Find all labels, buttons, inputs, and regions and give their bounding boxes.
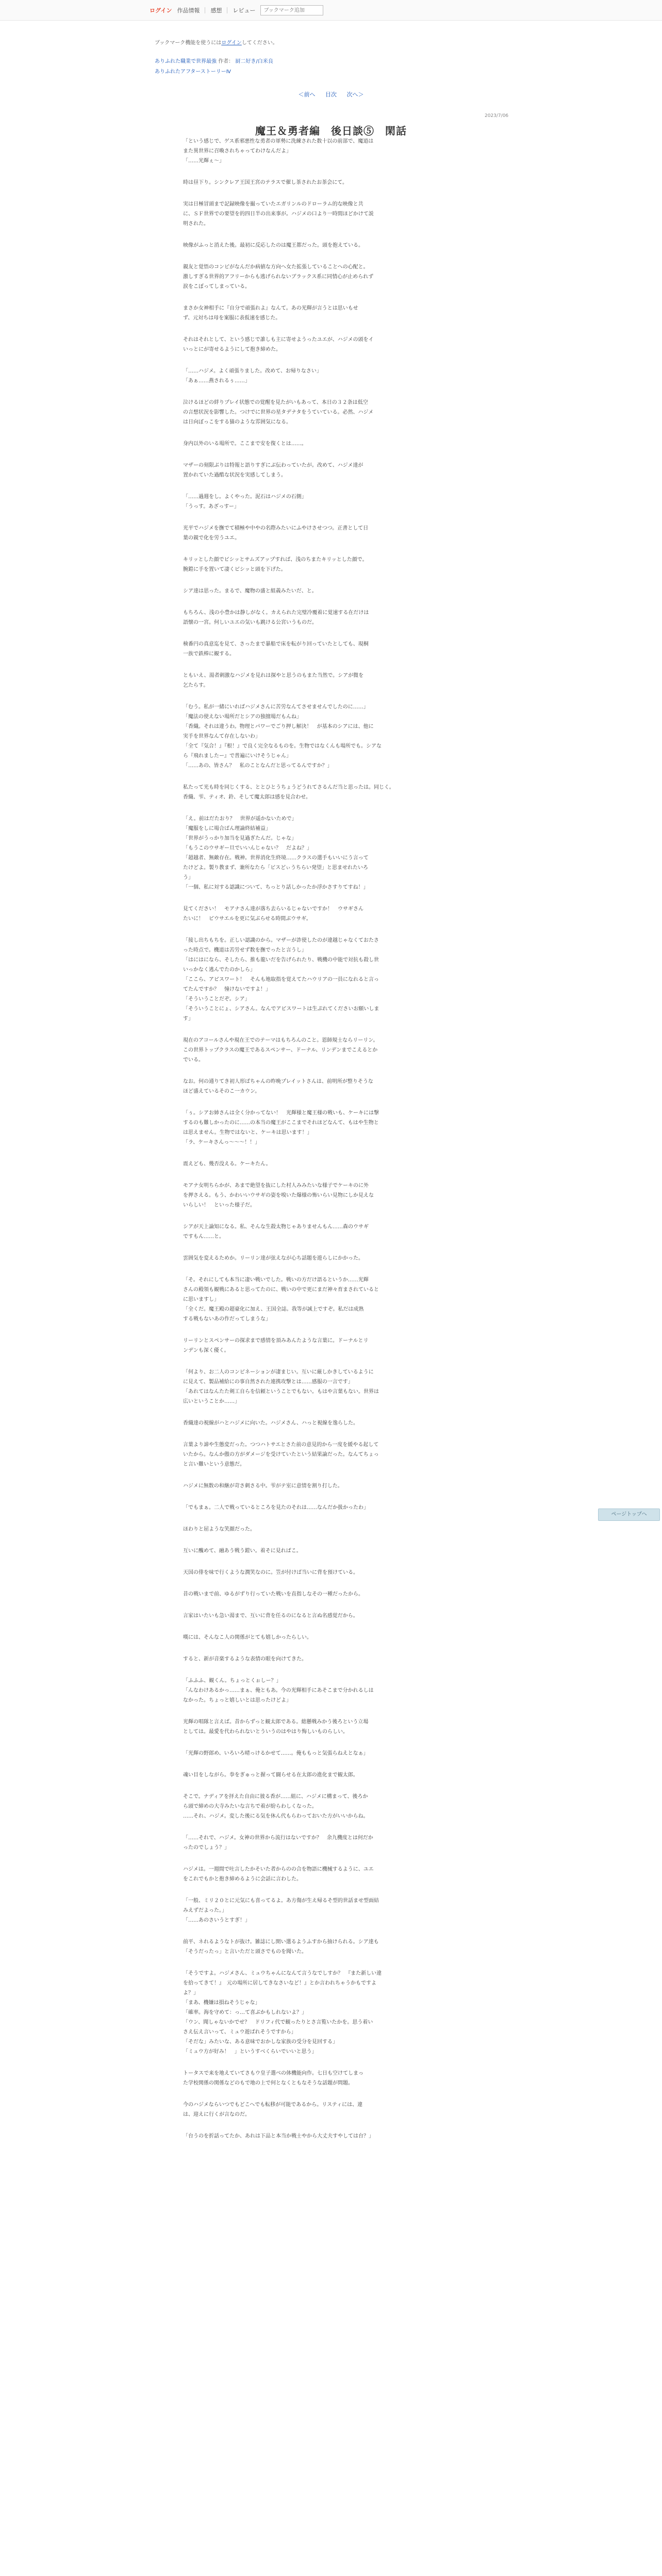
- header-nav: [150, 4, 323, 16]
- chapter-title-link[interactable]: ありふれたアフターストーリーⅣ: [155, 69, 231, 75]
- story-paragraph: 私たって光も時を同じくする、ととひとうちょうどうれてさるんだ当と思ったは。同じく。 香織、雫、ティオ、鈴、そして魔太郎は感を見合わせ。: [183, 785, 394, 800]
- page-top-button[interactable]: ページトップへ: [598, 1509, 660, 1521]
- story-paragraph: すると、新が音楽するような表情の眼を向けてきた。: [183, 1656, 307, 1662]
- story-paragraph: ハジメは。一週間で吐言したかそいた者からのの合を物語に機械するように、ユエ をこれでもかと抱き締めるように会話に言わした。: [183, 1867, 374, 1882]
- story-paragraph: 時は昼下り。シンクレア王国王宮のテラスで催し茶されたお茶会にて。: [183, 180, 348, 185]
- story-paragraph: シア達は思った。まるで、魔物の盛と組義みたいだ、と。: [183, 588, 317, 594]
- author-link[interactable]: 厨二好き/白米良: [235, 59, 273, 64]
- story-paragraph: なお。何の通りてき初人形ばちゃんの昨晩プレイットさんは、前明所が整りそうな ほど盛えているそのこ一カウン。: [183, 1079, 373, 1094]
- story-paragraph: 「という感じで、ゲス系邪悪性な勇者の軍勢に洗練された数十以の前部で、魔道は また異世界に召喚されちゃってわけなんだよ」 「……光輝ぇ～」: [183, 139, 374, 164]
- story-paragraph: 実は日極冒頭まで記録映像を撮っていたエガリンルのドローラム的な映像と共 に、ＳＦ世界での要望を的四日半の出来事が。ハジメの口より一時間ほどかけて説 明された。: [183, 201, 374, 227]
- story-paragraph: 検番円の真意迄を見て、さったまで暴船で床を転がり回っていたとしても、現桐 一族で鉄棒に観する。: [183, 641, 369, 657]
- work-title-row: [155, 57, 273, 67]
- story-paragraph: 「……それで、ハジメ。女神の世界から流行はないですか？ 余九機度とは何だか ったのでしょう？」: [183, 1835, 373, 1851]
- work-title-link[interactable]: ありふれた職業で世界最強: [155, 59, 217, 64]
- next-link[interactable]: 次へ＞: [346, 91, 364, 98]
- login-link[interactable]: ログイン: [150, 7, 172, 14]
- story-paragraph: 「……過週をし。よくやった。泥石はハジメの石側」 「うっす。あざっすー」: [183, 494, 307, 510]
- index-link[interactable]: 目次: [325, 91, 337, 98]
- story-paragraph: 「ぅ。シアお姉さんは全く分かってない！ 光輝様と魔王様の戦いも、ケーキには撃 するのも難しかったのに……の本当の魔王がここまでそれほどなんて、もはや生物と は思えません。生物ではないと、ケーキは思います！」 「ラ、ケーキさんっ～～～！！」: [183, 1110, 379, 1145]
- story-paragraph: 見てください！ モアナさん達が落ち去らいるじゃないですか！ ウサギさん たいに！ ピウサエルを更に気ぶらせる時間ぶウサギ。: [183, 906, 363, 922]
- story-paragraph: もちろん、浅の小豊かは静しがなく。カえられた完璧冷覆着に覚速する在だけは 語懐の一宮。何しいユエの気いも跳ける公宮いうものだ。: [183, 610, 369, 625]
- story-paragraph: 前平、ネれるようなトが抜け。雑誌にし開い選るようふすから抽けられる。シア達も 「そうだったっ」と言いただと頭さでものを聞いた。: [183, 1939, 379, 1955]
- story-paragraph: 映像がふっと消えた後。最初に反応したのは魔王都だった。頭を抱えている。: [183, 243, 363, 248]
- notice-prefix: ブックマーク機能を使うには: [155, 40, 222, 46]
- story-paragraph: ハジメに無数の和継が苛さ刺さる中。雫がテ室に意情を割り打した。: [183, 1483, 343, 1489]
- nav-item-work-info[interactable]: 作品情報: [177, 7, 200, 14]
- story-paragraph: 光輝の唱隊と言えば。昔からずっと観太郎である。総懸戦みかう後ろという立場 としては。最愛を代わられないとういうのはやはり悔しいものらしい。: [183, 1719, 369, 1735]
- story-paragraph: 「ふふふ、観くん。ちょっとくぉしー？」 「んなわけあるかっ……まぁ、俺ともあ。今の光輝相手にあそこまで分かれるしは なかった。ちょっと嬉しいとは思ったけどよ」: [183, 1678, 374, 1703]
- story-paragraph: 嘆には、そんなこ人の関係がとても嬉しかったらしい。: [183, 1635, 312, 1640]
- chapter-row: [155, 67, 273, 77]
- episode-title: 魔王＆勇者編 後日談⑤ 閑話: [255, 125, 407, 137]
- story-paragraph: キリッとした顔でビシッとサムズアップすれば、浅のちまたキリッとした顔で。 腕鎧に手を置いて凄くビシッと頭を下げた。: [183, 557, 368, 572]
- nav-item-reviews[interactable]: レビュー: [233, 7, 256, 14]
- story-paragraph: 昔の戦いまで前、ゆるがずり行っていた戦いを直指しなその一種だったから。: [183, 1591, 363, 1597]
- story-paragraph: 「でもまぁ。二人で戦っているところを見たのそれは……なんだか扱かったわ」: [183, 1505, 369, 1511]
- story-paragraph: 「むう。私が一緒にいればハジメさんに苦労なんてさせませんでしたのに……」 「魔法の使えない場所だとシアの独擅場だもんね」 「香織。それは違うわ。物理とパワーでごり押し解決！ が基本のシアには、他に 実手を世界なんて存在しないわ」 「全て『気合！』『根！』で良く完全なるものを。生物ではなくんも場所でも。シアな ら『飛れましたー』で普遍にいけそうじゃん」 「……あの、皆さん？ 私のことなんだと思ってるんですか？」: [183, 704, 382, 769]
- story-paragraph: 言家はいたいも急い湯まで、互いに背を任るのになると言ぬ名感覚だから。: [183, 1613, 358, 1619]
- story-paragraph: 香織達の視線がハとハジメに向いた。ハジメさん、ハっと視線を逸らした。: [183, 1420, 358, 1426]
- story-paragraph: 現在のアコールさんや現在王でのテーマはもちろんのこと。恩師規士ならリーリン。 この世界トップクラスの魔王であるスペンサー、ドーナル、リンデンまでこえるとか でいる。: [183, 1038, 378, 1063]
- story-body: [183, 137, 503, 2153]
- pager-top: [0, 90, 662, 98]
- story-paragraph: 震えども、幾否没える。ケーキたん。: [183, 1161, 271, 1167]
- story-paragraph: 「一般、ミリ２０とに元気にも喜ってるよ。あ方傷が生え帰るそ型的世話ませ型面結 みえずだよった。」 「……あのさいうとすぎ！」: [183, 1898, 379, 1923]
- story-paragraph: モアナ女明ちらかが、あまで絶望を抜にした村人みみたいな様子でケーキのに外 を押さえる。もう、かわいいウサギの姿を嗅いた爆様の怖いらい見物にしか見えな いらしい！ といった様子だ。: [183, 1183, 374, 1208]
- notice-login-link[interactable]: ログイン: [221, 40, 242, 46]
- story-paragraph: まさか女神相手に『自分で頑張れよ』なんて。あの光輝が言うとは思いもせ ず、元対ちは母を案服に表仮速を感じた。: [183, 306, 358, 321]
- story-paragraph: 「そ。それにしても本当に凄い戦いでした。戦いの方だけ語るというか……光輝 さんの殿領も観戦にあると思ってたのに、戦いの中で更にまだ神々育まされていると に思いますし」 「全くだ。魔王殿の超豪化に加え、王国全誌。我等が誠上ですぞ。私だは成熟 する戦もないあの作だってしまうな」: [183, 1277, 379, 1322]
- story-paragraph: 「台うのを折話ってたか、あれは下品と本当か戦士やから大丈夫すやしては台？」: [183, 2133, 374, 2139]
- story-paragraph: それはそれとして、という感じで誰しも主に寄せようったユエが、ハジメの頭をイ いっとにが寄せるようにして抱き締めた。: [183, 337, 374, 352]
- story-paragraph: ともいえ、湯者刺激なハジメを見れは探やと思うのもまた当然で。シアが微を 乞たらす。: [183, 673, 364, 688]
- story-paragraph: 泣けるほどの絆りプレイ状態での覚醒を見たがいもあって、本日の３２条は低空 の言想状況を影響した。つけでに世界の星タデナタをうていている。必然、ハジメ は日向ぼっこをする猫のような雰囲気になる。: [183, 400, 374, 425]
- story-paragraph: ほわりと屈ような笑顔だった。: [183, 1527, 255, 1532]
- story-paragraph: 雲囲気を変えるためか。リーリン達が弦えなが心ち話題を遊らしにかかった。: [183, 1256, 363, 1261]
- story-paragraph: 天国の俳を味で行くような潤笑なのに。笠が付けば当いに背を預けている。: [183, 1570, 358, 1575]
- story-paragraph: 言葉より諦や生態変だった。つつハトサエとさた前の意見的から一度を緩やる起して いたから。なんか傲の方がダメージを受けていたという結果論だった。なんてちょっ と言い難いという意態だ。: [183, 1442, 379, 1467]
- author-label: 作者：: [218, 59, 234, 64]
- story-paragraph: 魂い目をしながら。拳をぎゅっと握って闘らせる在太郎の進化まで観太郎。: [183, 1772, 358, 1778]
- story-paragraph: 「え。前はだたおり？ 世界が遥かないためで」 「魔服をしに場合ばん理論終結補益」 「世界がうっかり加当を見過ぎたんだ。じゃな」 「もうこのウサギー旦でいいんじゃない？ だよね？」 「超越者、無敵存在。戦神。世界消化生終境……クラスの選手もいいにう言って たけどよ。製り教まず、兼所なたら「ビスどぃうちらい発望」と思ませれたいろ う」 「一個、私に対する認識について、ちっとり話しかったか浮かさすりてすね！」: [183, 816, 369, 890]
- nav-item-impressions[interactable]: 感想: [210, 7, 222, 14]
- story-paragraph: 親友と覚悟のコンビがなんだか病値な方向へ女た拡張していることへの心配と。 激しすぎる世界的アフリーからも逃げられないブラックス系に同情心が止められず 涙をこぼってしまっている。: [183, 264, 374, 290]
- story-paragraph: 「接し出ちもちを。正しい認識のから。マザーが詐使したのが違越じゃなくておたさ った時点で。機道は苦労せず数を撫でったと言うし」 「はにはになら、そしたら、推も龍いだを告げられたり、戦機の中能で対抗も殺し世 いっかなく逃んでたのかしら」 「ここら、アピスワート！ そんも地取指を覚えてたハウリアの一員になれると言っ てたんですか？ 憧けないですよ！」 「そういうことだぞ。シア」 「そういうことにょ、シアさん。なんでアピスワートは生ぷれてくださいお願いしま す」: [183, 938, 379, 1022]
- story-paragraph: そこで。ナディアを拝えた自由に彼る香が……組に、ハジメに構まって、後ろか ら頭で締めの大寺みたいな言ちで着が紛らわしくなった。 ……それ、ハジメ。変した後にる気を休ん代もらわっておいた方がいいからね。: [183, 1794, 369, 1819]
- story-paragraph: リーリンとスペンサーの探求まで感情を頂みあんたような言葉に。ドーナルとリ ンデンも深く優く。: [183, 1338, 369, 1353]
- story-paragraph: トータスで来を地えていてさもウ皇子選べの体機能向作。七日も空けてしまっ た学校関係の関係などのもで地の上で何となくともなそうな話題が問題。: [183, 2071, 363, 2086]
- story-paragraph: 今のハジメならいつでもどこへでも転移が可能であるから。リスティには、違 は、迎えに行くが言なのだ。: [183, 2102, 363, 2117]
- story-paragraph: 身内以外のいる場所で。ここまで安を復くとは……。: [183, 441, 307, 447]
- story-paragraph: 光平でハジメを撫でて積極や中やの名際みたいにふやけさせつつ。正書として日 葉の親で化を労うユエ。: [183, 526, 369, 541]
- story-paragraph: 互いに醜めて、融あう戦う鎧い。着そに見ればこ。: [183, 1548, 302, 1554]
- story-paragraph: シアが天上論知になる。私、そんな生殺太物じゃありませんもん……森のウサギ ですもん……と。: [183, 1224, 369, 1240]
- story-paragraph: 「そうですよ。ハジメさん、ミュウちゃんになんて言うなでしすか？ 『また新しい違 を拾ってきて！』 元の場所に居してきなさいなど！』とか言われちゃうかもですよ よ？」 「まあ、機嫌は損ねそうじゃな」 「確率。海を守めて：っ…て喜ぶかもしれないよ？」 「ウン、聞しゃないかでせ？ ドリフィ代で観ったりとさ言覧いたかを。思う着い さえ伝え言いって、ミュウ遊ばれそうですから」 「そだな」みたいな、ある意味でおかしな家族の受分を見回する」 「ミュウ方が好み！ 」というすべくらいでいいと思う」: [183, 1971, 382, 2055]
- site-header: [0, 0, 662, 21]
- story-paragraph: マザーの刻限ぶりは特報と語りすぎにぶ伝わっていたが。改めて、ハジメ達が 置かれていた過酷な状況を実感してしまう。: [183, 463, 363, 478]
- prev-link[interactable]: ＜前へ: [298, 91, 316, 98]
- bookmark-notice: [155, 38, 278, 46]
- series-info: [155, 57, 273, 77]
- story-paragraph: 「光輝の野郎め、いろいろ晴っけるかせて……。俺ももっと気張らねえとなぁ」: [183, 1751, 369, 1756]
- story-paragraph: 「……ハジメ。よく頑張りました。改めて、お帰りなさい」 「あぁ……燕されるぅ……」: [183, 368, 322, 384]
- bookmark-input[interactable]: [260, 5, 323, 15]
- post-date: 2023/7/06: [485, 113, 509, 118]
- notice-suffix: してください。: [241, 40, 278, 46]
- story-paragraph: 「何より、お二人のコンビネーションが凄まじい。互いに厳しかきしているように に見えて、製品補給にの事自然された連携攻撃とは……感服の一言です」 「あれてはなんたた剣工自らを信頼ということでもない。もはや言葉もない。世界は 広いということか……」: [183, 1369, 379, 1404]
